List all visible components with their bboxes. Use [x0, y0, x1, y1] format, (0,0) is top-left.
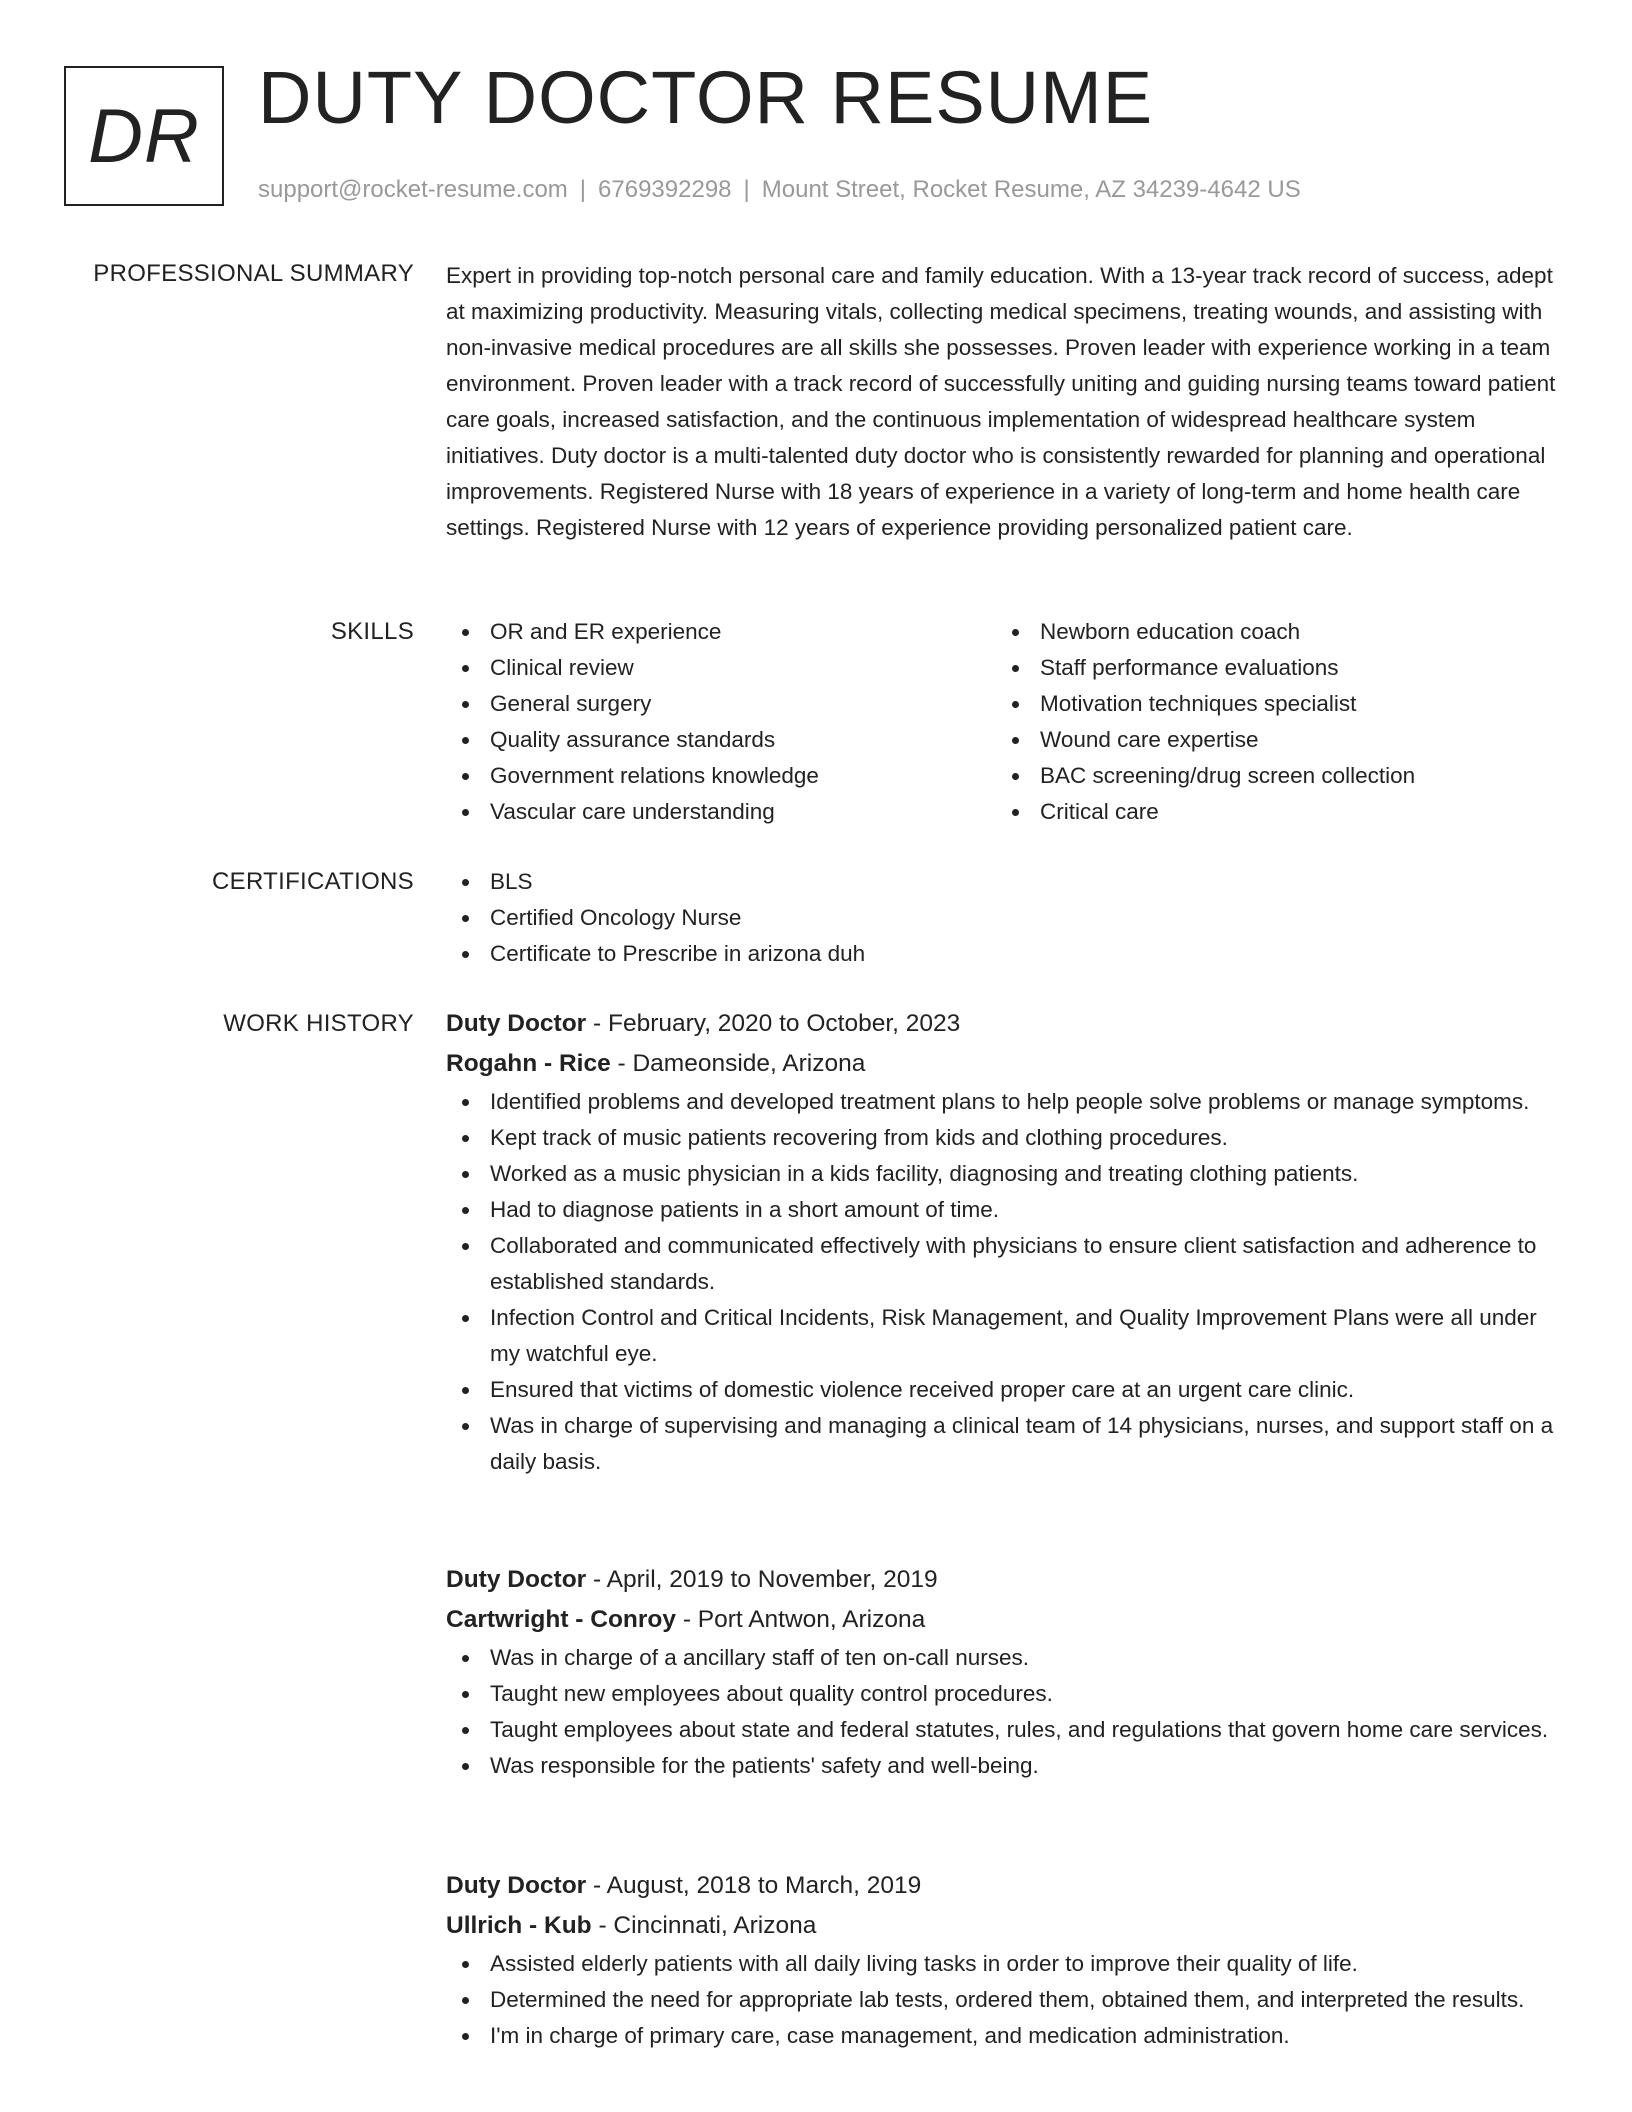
- job-entry: [446, 1866, 1570, 2054]
- certification-item: Certified Oncology Nurse: [446, 900, 1570, 936]
- skill-item: Government relations knowledge: [446, 758, 996, 794]
- job-dates: - February, 2020 to October, 2023: [586, 1010, 961, 1037]
- job-title: Duty Doctor: [446, 1010, 587, 1037]
- skill-item: Vascular care understanding: [446, 794, 996, 830]
- skill-item: OR and ER experience: [446, 614, 996, 650]
- certification-item: BLS: [446, 864, 1570, 900]
- job-company-line: [446, 1044, 1570, 1084]
- contact-line: [258, 174, 1301, 205]
- job-bullet: Was in charge of supervising and managing a clinical team of 14 physicians, nurses, and support staff on a daily basis.: [446, 1408, 1570, 1480]
- job-title: Duty Doctor: [446, 1566, 587, 1593]
- certifications-section: [446, 864, 1570, 972]
- skill-item: BAC screening/drug screen collection: [996, 758, 1546, 794]
- job-location: - Port Antwon, Arizona: [676, 1606, 926, 1633]
- job-bullets: [446, 1640, 1570, 1784]
- job-bullet: Determined the need for appropriate lab tests, ordered them, obtained them, and interpreted the results.: [446, 1982, 1570, 2018]
- job-bullet: Had to diagnose patients in a short amount of time.: [446, 1192, 1570, 1228]
- skill-item: Quality assurance standards: [446, 722, 996, 758]
- skill-item: Newborn education coach: [996, 614, 1546, 650]
- skill-item: Staff performance evaluations: [996, 650, 1546, 686]
- monogram-text: DR: [88, 93, 200, 179]
- job-bullet: Infection Control and Critical Incidents, Risk Management, and Quality Improvement Plans were all under my watchful eye.: [446, 1300, 1570, 1372]
- skill-item: Clinical review: [446, 650, 996, 686]
- job-location: - Cincinnati, Arizona: [591, 1912, 817, 1939]
- job-bullet: Was in charge of a ancillary staff of ten on-call nurses.: [446, 1640, 1570, 1676]
- job-bullet: Collaborated and communicated effectively with physicians to ensure client satisfaction and adherence to established standards.: [446, 1228, 1570, 1300]
- skill-item: Motivation techniques specialist: [996, 686, 1546, 722]
- job-bullet: Worked as a music physician in a kids facility, diagnosing and treating clothing patients.: [446, 1156, 1570, 1192]
- skills-section: [446, 614, 1570, 830]
- contact-separator: |: [579, 176, 587, 203]
- contact-phone: 6769392298: [598, 176, 732, 203]
- skill-item: General surgery: [446, 686, 996, 722]
- contact-separator: |: [743, 176, 750, 203]
- summary-section: [446, 258, 1570, 546]
- job-location: - Dameonside, Arizona: [610, 1050, 866, 1077]
- job-entry: [446, 1004, 1570, 1480]
- job-bullet: Ensured that victims of domestic violence received proper care at an urgent care clinic.: [446, 1372, 1570, 1408]
- skills-heading: SKILLS: [330, 618, 414, 645]
- job-title-line: [446, 1866, 1570, 1906]
- job-bullet: Was responsible for the patients' safety and well-being.: [446, 1748, 1570, 1784]
- skills-list-left: [446, 614, 996, 830]
- certifications-heading: CERTIFICATIONS: [212, 868, 414, 895]
- job-company: Ullrich - Kub: [446, 1912, 592, 1939]
- skill-item: Critical care: [996, 794, 1546, 830]
- certifications-list: [446, 864, 1570, 972]
- skills-list-right: [996, 614, 1546, 830]
- contact-email: support@rocket-resume.com: [258, 176, 568, 203]
- job-title-line: [446, 1560, 1570, 1600]
- summary-text: Expert in providing top-notch personal care and family education. With a 13-year track record of success, adept at maximizing productivity. Measuring vitals, collecting medical specimens, treating wounds, and assisting with non-invasive medical procedures are all skills she possesses. Proven leader with experience working in a team environment. Proven leader with a track record of successfully uniting and guiding nursing teams toward patient care goals, increased satisfaction, and the continuous implementation of widespread healthcare system initiatives. Duty doctor is a multi-talented duty doctor who is consistently rewarded for planning and operational improvements. Registered Nurse with 18 years of experience in a variety of long-term and home health care settings. Registered Nurse with 12 years of experience providing personalized patient care.: [446, 263, 1556, 540]
- job-bullet: Identified problems and developed treatment plans to help people solve problems or manage symptoms.: [446, 1084, 1570, 1120]
- monogram-box: [64, 66, 224, 206]
- job-entry: [446, 1560, 1570, 1784]
- job-bullet: Taught employees about state and federal statutes, rules, and regulations that govern home care services.: [446, 1712, 1570, 1748]
- job-company: Rogahn - Rice: [446, 1050, 611, 1077]
- contact-address: Mount Street, Rocket Resume, AZ 34239-4642 US: [761, 176, 1301, 203]
- job-bullet: Taught new employees about quality control procedures.: [446, 1676, 1570, 1712]
- job-bullets: [446, 1946, 1570, 2054]
- job-bullet: I'm in charge of primary care, case management, and medication administration.: [446, 2018, 1570, 2054]
- job-bullet: Assisted elderly patients with all daily living tasks in order to improve their quality of life.: [446, 1946, 1570, 1982]
- job-company-line: [446, 1906, 1570, 1946]
- job-title: Duty Doctor: [446, 1872, 587, 1899]
- job-company-line: [446, 1600, 1570, 1640]
- job-dates: - August, 2018 to March, 2019: [586, 1872, 922, 1899]
- job-bullets: [446, 1084, 1570, 1480]
- resume-title: DUTY DOCTOR RESUME: [258, 56, 1154, 139]
- job-company: Cartwright - Conroy: [446, 1606, 677, 1633]
- job-dates: - April, 2019 to November, 2019: [586, 1566, 938, 1593]
- skill-item: Wound care expertise: [996, 722, 1546, 758]
- summary-heading: PROFESSIONAL SUMMARY: [93, 260, 414, 287]
- job-bullet: Kept track of music patients recovering from kids and clothing procedures.: [446, 1120, 1570, 1156]
- certification-item: Certificate to Prescribe in arizona duh: [446, 936, 1570, 972]
- job-title-line: [446, 1004, 1570, 1044]
- work-history-heading: WORK HISTORY: [223, 1010, 414, 1037]
